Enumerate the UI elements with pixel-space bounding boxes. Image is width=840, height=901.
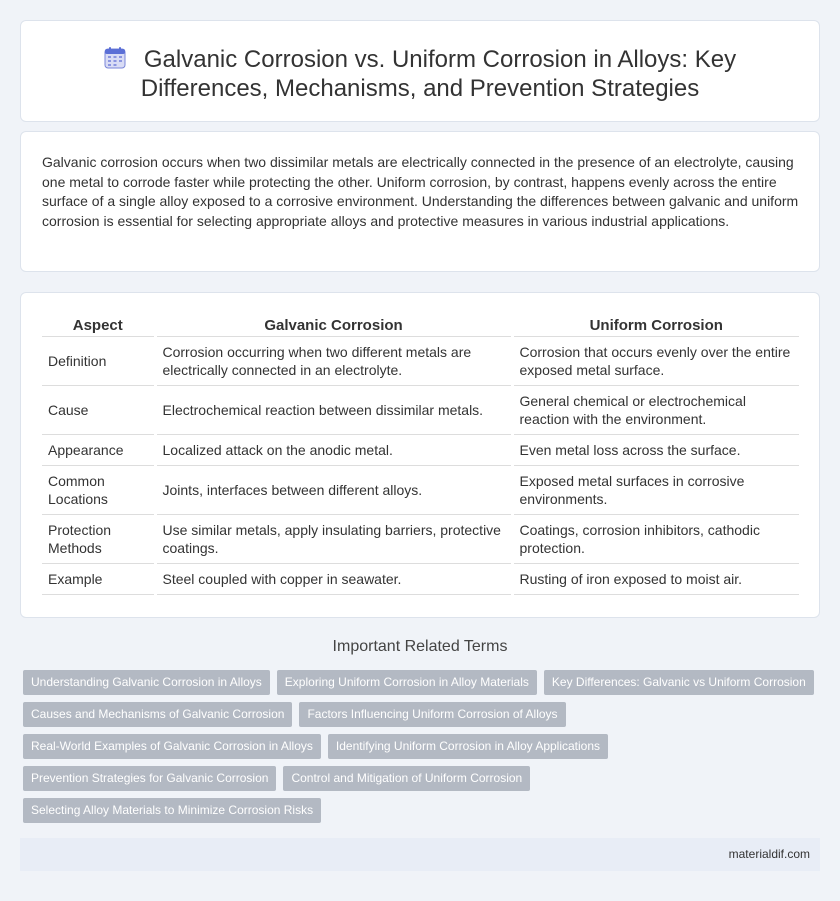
related-term-tag[interactable]: Key Differences: Galvanic vs Uniform Corrosion [544,670,814,695]
comparison-card [20,292,820,618]
related-term-tag[interactable]: Understanding Galvanic Corrosion in Alloys [23,670,270,695]
title-card [20,20,820,122]
cell-uniform: Even metal loss across the surface. [512,435,799,466]
header-aspect: Aspect [42,314,155,337]
cell-galvanic: Corrosion occurring when two different metals are electrically connected in an electrolyte. [155,337,512,386]
table-row [42,515,799,564]
related-term-tag[interactable]: Causes and Mechanisms of Galvanic Corrosion [23,702,292,727]
cell-galvanic: Localized attack on the anodic metal. [155,435,512,466]
cell-uniform: Exposed metal surfaces in corrosive environments. [512,466,799,515]
table-row [42,337,799,386]
page-title-text: Galvanic Corrosion vs. Uniform Corrosion in Alloys: Key Differences, Mechanisms, and Prevention Strategies [140,46,737,102]
cell-aspect: Definition [42,337,155,386]
related-term-tag[interactable]: Real-World Examples of Galvanic Corrosion in Alloys [23,734,321,759]
footer [20,838,820,871]
related-terms-heading: Important Related Terms [332,638,508,655]
table-row [42,386,799,435]
cell-uniform: Coatings, corrosion inhibitors, cathodic protection. [512,515,799,564]
cell-galvanic: Use similar metals, apply insulating barriers, protective coatings. [155,515,512,564]
comparison-table [42,314,799,595]
cell-galvanic: Joints, interfaces between different alloys. [155,466,512,515]
cell-aspect: Appearance [42,435,155,466]
header-uniform: Uniform Corrosion [512,314,799,337]
calendar-icon [104,47,126,69]
table-row [42,564,799,595]
cell-aspect: Cause [42,386,155,435]
cell-uniform: General chemical or electrochemical reaction with the environment. [512,386,799,435]
table-row [42,466,799,515]
related-term-tag[interactable]: Factors Influencing Uniform Corrosion of Alloys [299,702,565,727]
related-term-tag[interactable]: Selecting Alloy Materials to Minimize Corrosion Risks [23,798,321,823]
cell-aspect: Common Locations [42,466,155,515]
related-terms-list [23,670,823,830]
related-term-tag[interactable]: Prevention Strategies for Galvanic Corrosion [23,766,276,791]
cell-galvanic: Steel coupled with copper in seawater. [155,564,512,595]
cell-galvanic: Electrochemical reaction between dissimilar metals. [155,386,512,435]
intro-paragraph: Galvanic corrosion occurs when two dissimilar metals are electrically connected in the presence of an electrolyte, causing one metal to corrode faster while protecting the other. Uniform corrosion, by contrast, happens evenly across the entire surface of a single alloy exposed to a corrosive environment. Understanding the differences between galvanic and uniform corrosion is essential for selecting appropriate alloys and protective measures in various industrial applications. [42,154,799,229]
related-term-tag[interactable]: Identifying Uniform Corrosion in Alloy Applications [328,734,608,759]
header-galvanic: Galvanic Corrosion [155,314,512,337]
footer-site-link[interactable]: materialdif.com [728,847,810,861]
cell-uniform: Rusting of iron exposed to moist air. [512,564,799,595]
page-title [41,45,799,103]
cell-aspect: Protection Methods [42,515,155,564]
table-row [42,435,799,466]
cell-uniform: Corrosion that occurs evenly over the entire exposed metal surface. [512,337,799,386]
related-term-tag[interactable]: Control and Mitigation of Uniform Corrosion [283,766,530,791]
table-header-row [42,314,799,337]
intro-card [20,131,820,272]
related-term-tag[interactable]: Exploring Uniform Corrosion in Alloy Materials [277,670,537,695]
cell-aspect: Example [42,564,155,595]
